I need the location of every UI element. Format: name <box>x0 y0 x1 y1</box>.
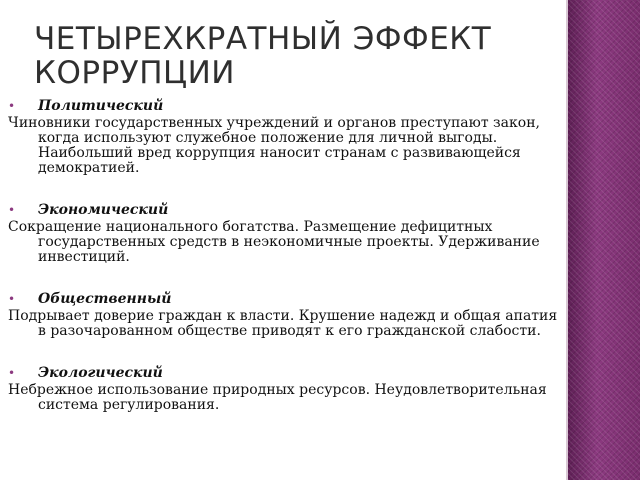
section-economic <box>8 200 563 265</box>
section-heading: Политический <box>38 98 164 114</box>
section-spacer <box>8 339 563 363</box>
section-text: Подрывает доверие граждан к власти. Крушение надежд и общая апатия в разочарованном обществе приводят к его гражданской слабости. <box>8 308 558 339</box>
section-political <box>8 96 563 176</box>
section-text: Сокращение национального богатства. Размещение дефицитных государственных средств в неэкономичные проекты. Удерживание инвестиций. <box>8 219 540 265</box>
section-spacer <box>8 265 563 289</box>
section-social <box>8 289 563 339</box>
section-heading: Экологический <box>38 365 163 381</box>
section-ecological <box>8 363 563 413</box>
section-heading-row <box>8 289 563 309</box>
section-text: Чиновники государственных учреждений и органов преступают закон, когда используют служебное положение для личной выгоды. Наибольший вред коррупция наносит странам с развивающейся демократией. <box>8 115 540 176</box>
bullet-icon: • <box>8 292 16 306</box>
section-heading-row <box>8 96 563 116</box>
decorative-side-band <box>568 0 640 480</box>
section-heading: Экономический <box>38 202 169 218</box>
section-heading-row <box>8 363 563 383</box>
bullet-icon: • <box>8 99 16 113</box>
section-spacer <box>8 176 563 200</box>
section-heading-row <box>8 200 563 220</box>
bullet-icon: • <box>8 366 16 380</box>
section-heading: Общественный <box>38 291 172 307</box>
slide-content <box>8 96 563 413</box>
bullet-icon: • <box>8 203 16 217</box>
section-text: Небрежное использование природных ресурсов. Неудовлетворительная система регулирования. <box>8 382 547 413</box>
slide-title: ЧЕТЫРЕХКРАТНЫЙ ЭФФЕКТ КОРРУПЦИИ <box>34 21 492 91</box>
